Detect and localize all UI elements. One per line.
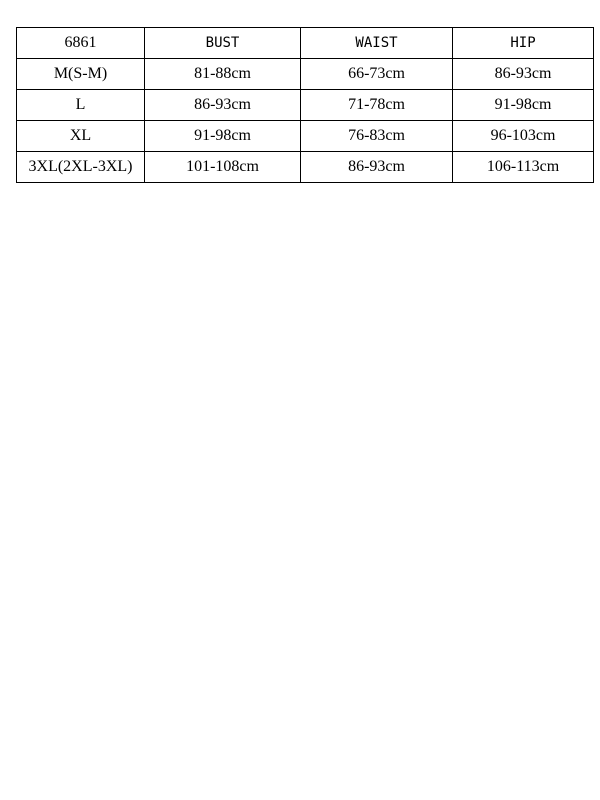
hip-cell: 106-113cm	[453, 152, 594, 183]
table-header-row	[17, 28, 594, 59]
size-cell: M(S-M)	[17, 59, 145, 90]
size-cell: 3XL(2XL-3XL)	[17, 152, 145, 183]
waist-header: WAIST	[301, 28, 453, 59]
waist-cell: 71-78cm	[301, 90, 453, 121]
size-chart-table	[16, 27, 594, 183]
hip-cell: 86-93cm	[453, 59, 594, 90]
table-row	[17, 152, 594, 183]
hip-cell: 96-103cm	[453, 121, 594, 152]
waist-cell: 66-73cm	[301, 59, 453, 90]
bust-cell: 101-108cm	[145, 152, 301, 183]
size-cell: XL	[17, 121, 145, 152]
waist-cell: 76-83cm	[301, 121, 453, 152]
bust-cell: 91-98cm	[145, 121, 301, 152]
hip-cell: 91-98cm	[453, 90, 594, 121]
waist-cell: 86-93cm	[301, 152, 453, 183]
bust-header: BUST	[145, 28, 301, 59]
model-number-header: 6861	[17, 28, 145, 59]
table-row	[17, 59, 594, 90]
hip-header: HIP	[453, 28, 594, 59]
table-row	[17, 121, 594, 152]
size-cell: L	[17, 90, 145, 121]
table-row	[17, 90, 594, 121]
bust-cell: 86-93cm	[145, 90, 301, 121]
bust-cell: 81-88cm	[145, 59, 301, 90]
